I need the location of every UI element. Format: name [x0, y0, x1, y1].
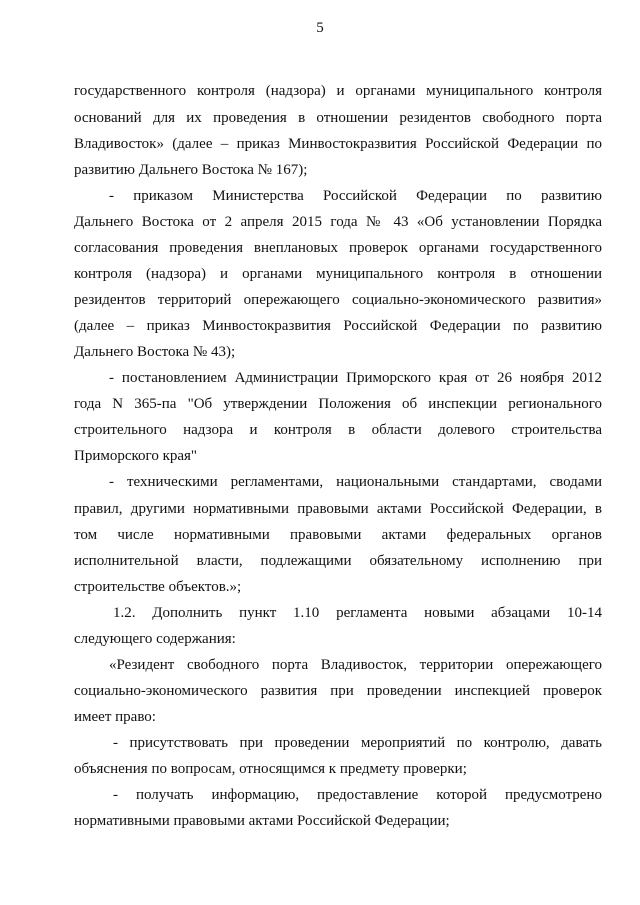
text-line: - присутствовать при проведении мероприятий по контролю, давать	[113, 735, 602, 751]
text-line: года N 365-па "Об утверждении Положения об инспекции регионального	[74, 396, 602, 412]
text-line: контроля (надзора) и органами муниципального контроля в отношении	[74, 266, 602, 282]
text-line: том числе нормативными правовыми актами федеральных органов	[74, 527, 602, 543]
text-line: Дальнего Востока от 2 апреля 2015 года № 43 «Об установлении Порядка	[74, 214, 602, 230]
text-line: «Резидент свободного порта Владивосток, территории опережающего	[109, 657, 602, 673]
text-line: имеет право:	[74, 709, 156, 725]
text-line: следующего содержания:	[74, 631, 236, 647]
text-line: Владивосток» (далее – приказ Минвостокразвития Российской Федерации по	[74, 136, 602, 152]
text-line: Дальнего Востока № 43);	[74, 344, 236, 360]
page-number: 5	[316, 20, 324, 36]
text-line: - приказом Министерства Российской Федерации по развитию	[109, 188, 602, 204]
text-line: нормативными правовыми актами Российской Федерации;	[74, 813, 450, 829]
text-line: государственного контроля (надзора) и органами муниципального контроля	[74, 83, 602, 99]
text-line: согласования проведения внеплановых проверок органами государственного	[74, 240, 602, 256]
text-line: строительстве объектов.»;	[74, 579, 242, 595]
text-line: - постановлением Администрации Приморского края от 26 ноября 2012	[109, 370, 602, 386]
text-line: строительного надзора и контроля в области долевого строительства	[74, 422, 602, 438]
text-line: социально-экономического развития при проведении инспекцией проверок	[74, 683, 602, 699]
text-line: (далее – приказ Минвостокразвития Российской Федерации по развитию	[74, 318, 602, 334]
text-line: - получать информацию, предоставление которой предусмотрено	[113, 787, 602, 803]
text-line: оснований для их проведения в отношении резидентов свободного порта	[74, 110, 602, 126]
text-line: исполнительной власти, подлежащими обязательному исполнению при	[74, 553, 602, 569]
text-line: правил, другими нормативными правовыми актами Российской Федерации, в	[74, 501, 602, 517]
text-line: резидентов территорий опережающего социально-экономического развития»	[74, 292, 602, 308]
text-line: объяснения по вопросам, относящимся к предмету проверки;	[74, 761, 467, 777]
text-line: 1.2. Дополнить пункт 1.10 регламента новыми абзацами 10-14	[113, 605, 602, 621]
text-line: - техническими регламентами, национальными стандартами, сводами	[109, 474, 602, 490]
text-line: Приморского края"	[74, 448, 198, 464]
text-line: развитию Дальнего Востока № 167);	[74, 162, 308, 178]
